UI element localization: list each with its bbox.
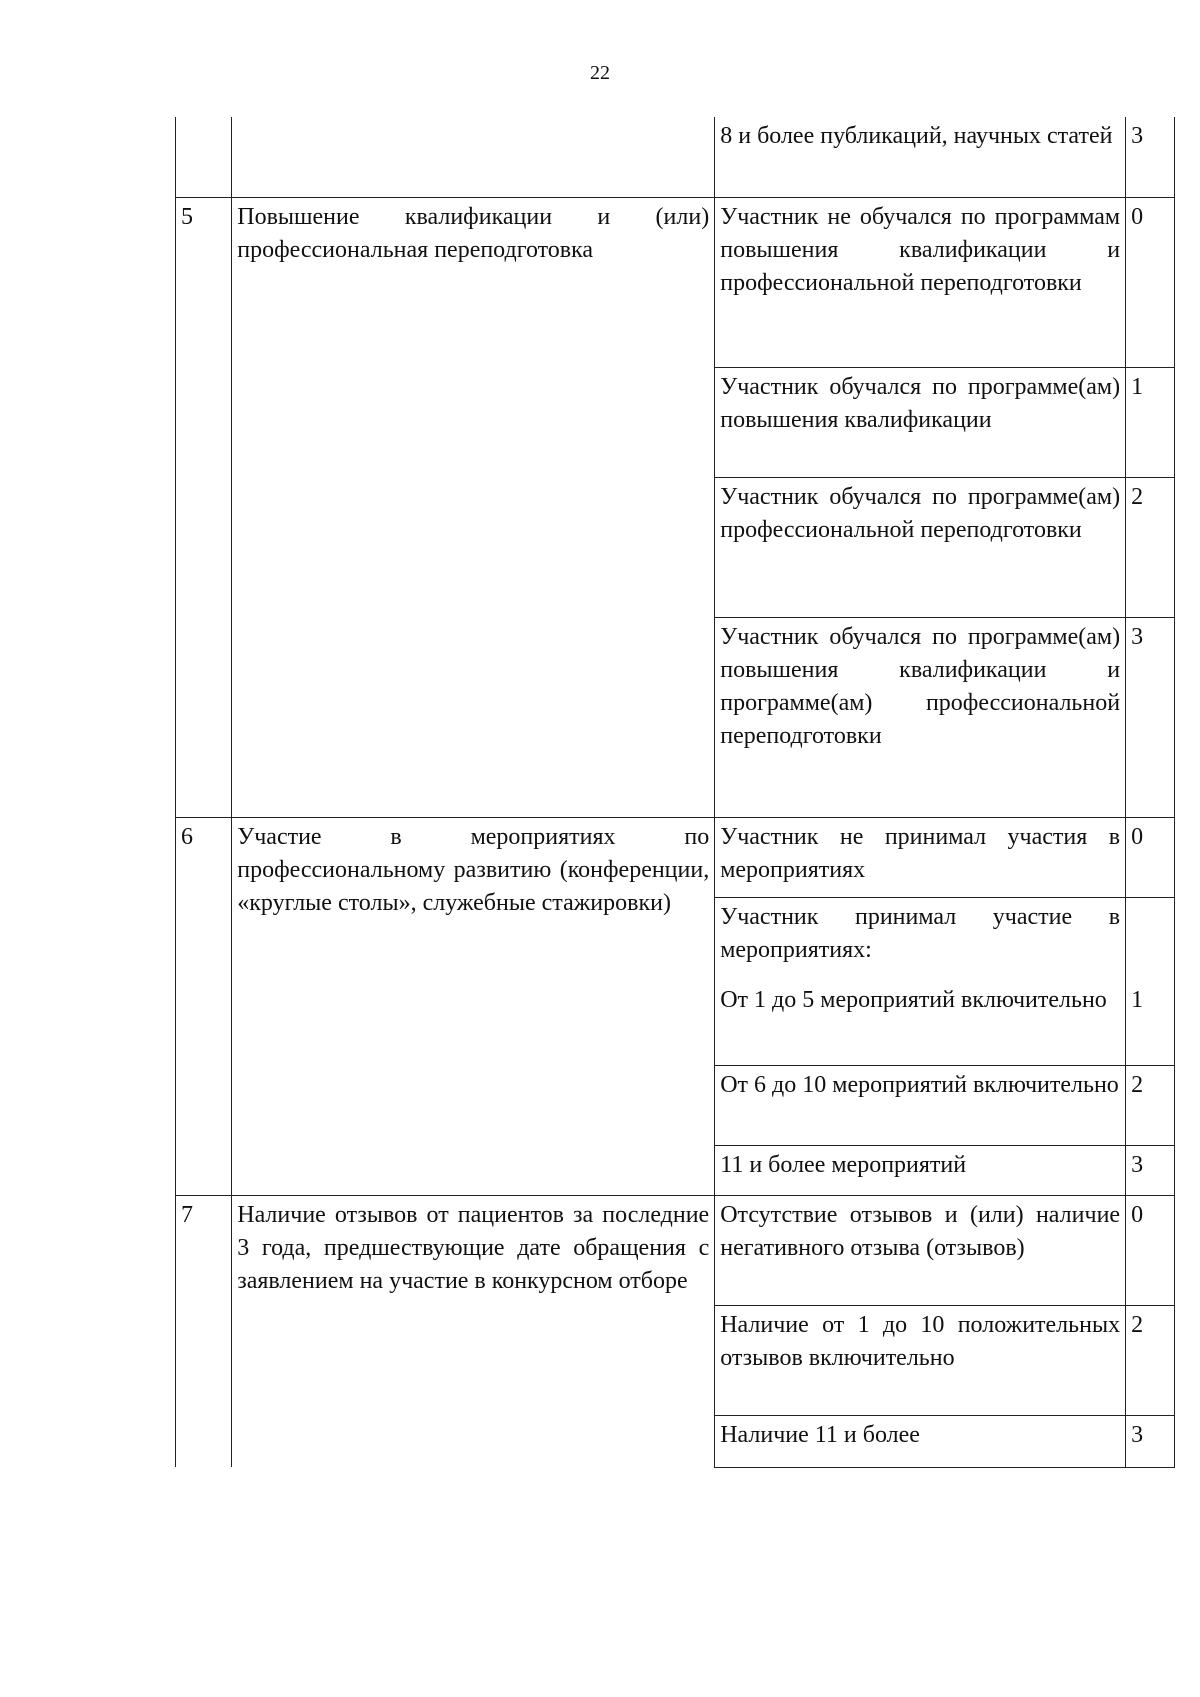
score-cell: 3 <box>1126 117 1175 197</box>
condition-cell: Наличие 11 и более <box>715 1415 1126 1467</box>
page-number: 22 <box>590 62 610 84</box>
score-cell: 1 <box>1126 981 1175 1065</box>
criterion-number: 7 <box>176 1195 232 1467</box>
score-cell: 2 <box>1126 1305 1175 1415</box>
condition-cell: От 6 до 10 мероприятий включительно <box>715 1065 1126 1145</box>
criterion-number: 6 <box>176 817 232 1195</box>
criterion-number: 5 <box>176 197 232 817</box>
criterion-name: Участие в мероприятиях по профессиональному развитию (конференции, «круглые столы», служебные стажировки) <box>232 817 715 1195</box>
table-row <box>176 197 1175 367</box>
criterion-number <box>176 117 232 197</box>
score-cell: 2 <box>1126 1065 1175 1145</box>
criteria-table <box>175 117 1175 1468</box>
condition-cell: Участник обучался по программе(ам) повышения квалификации <box>715 367 1126 477</box>
score-cell: 3 <box>1126 617 1175 817</box>
table-row <box>176 117 1175 197</box>
condition-cell: Участник обучался по программе(ам) профессиональной переподготовки <box>715 477 1126 617</box>
condition-cell: 8 и более публикаций, научных статей <box>715 117 1126 197</box>
table-row <box>176 817 1175 897</box>
condition-group-heading: Участник принимал участие в мероприятиях: <box>715 897 1126 981</box>
condition-cell: Участник обучался по программе(ам) повышения квалификации и программе(ам) профессиональной переподготовки <box>715 617 1126 817</box>
score-cell: 0 <box>1126 817 1175 897</box>
condition-cell: 11 и более мероприятий <box>715 1145 1126 1195</box>
score-cell: 0 <box>1126 1195 1175 1305</box>
score-cell: 3 <box>1126 1145 1175 1195</box>
score-cell: 1 <box>1126 367 1175 477</box>
score-cell: 0 <box>1126 197 1175 367</box>
condition-cell: Наличие от 1 до 10 положительных отзывов включительно <box>715 1305 1126 1415</box>
score-cell: 3 <box>1126 1415 1175 1467</box>
condition-cell: Отсутствие отзывов и (или) наличие негативного отзыва (отзывов) <box>715 1195 1126 1305</box>
criterion-name: Повышение квалификации и (или) профессиональная переподготовка <box>232 197 715 817</box>
condition-cell: От 1 до 5 мероприятий включительно <box>715 981 1126 1065</box>
score-cell: 2 <box>1126 477 1175 617</box>
criterion-name <box>232 117 715 197</box>
condition-cell: Участник не обучался по программам повышения квалификации и профессиональной переподготовки <box>715 197 1126 367</box>
criterion-name: Наличие отзывов от пациентов за последние 3 года, предшествующие дате обращения с заявлением на участие в конкурсном отборе <box>232 1195 715 1467</box>
table-row <box>176 1195 1175 1305</box>
condition-cell: Участник не принимал участия в мероприятиях <box>715 817 1126 897</box>
score-cell <box>1126 897 1175 981</box>
